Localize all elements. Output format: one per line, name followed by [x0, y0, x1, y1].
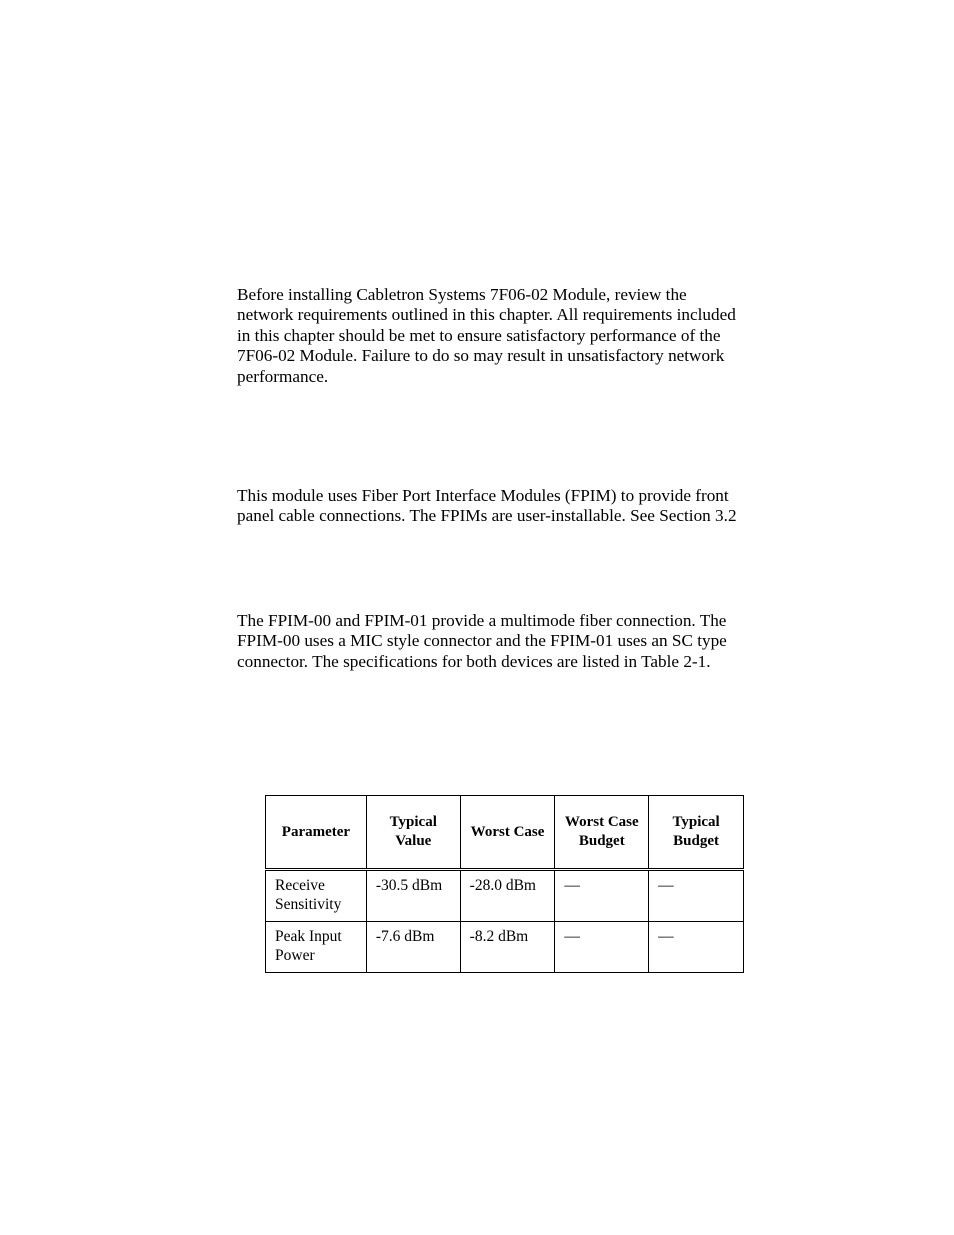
table-header-row	[266, 796, 744, 870]
table-row	[266, 870, 744, 922]
table-cell: -7.6 dBm	[366, 922, 460, 973]
table-row	[266, 922, 744, 973]
multimode-paragraph: The FPIM-00 and FPIM-01 provide a multimode fiber connection. The FPIM-00 uses a MIC style connector and the FPIM-01 uses an SC type connector. The specifications for both devices are listed in Table 2-1.	[237, 611, 727, 671]
table-cell: -8.2 dBm	[460, 922, 555, 973]
table-cell: -28.0 dBm	[460, 870, 555, 922]
table-cell: -30.5 dBm	[366, 870, 460, 922]
header-typical-value: Typical Value	[366, 796, 460, 870]
fpim-spec-table	[265, 795, 744, 973]
table-cell: Receive Sensitivity	[266, 870, 367, 922]
intro-paragraph: Before installing Cabletron Systems 7F06-02 Module, review the network requirements outlined in this chapter. All requirements included in this chapter should be met to ensure satisfactory performance of the 7F06-02 Module. Failure to do so may result in unsatisfactory network performance.	[237, 285, 736, 386]
header-worst-case: Worst Case	[460, 796, 555, 870]
header-worst-case-budget: Worst Case Budget	[555, 796, 649, 870]
header-typical-budget: Typical Budget	[649, 796, 744, 870]
table-cell: Peak Input Power	[266, 922, 367, 973]
table-cell: —	[649, 870, 744, 922]
fpim-paragraph: This module uses Fiber Port Interface Modules (FPIM) to provide front panel cable connections. The FPIMs are user-installable. See Section 3.2	[237, 486, 737, 526]
table-cell: —	[649, 922, 744, 973]
table-cell: —	[555, 870, 649, 922]
table-cell: —	[555, 922, 649, 973]
header-parameter: Parameter	[266, 796, 367, 870]
